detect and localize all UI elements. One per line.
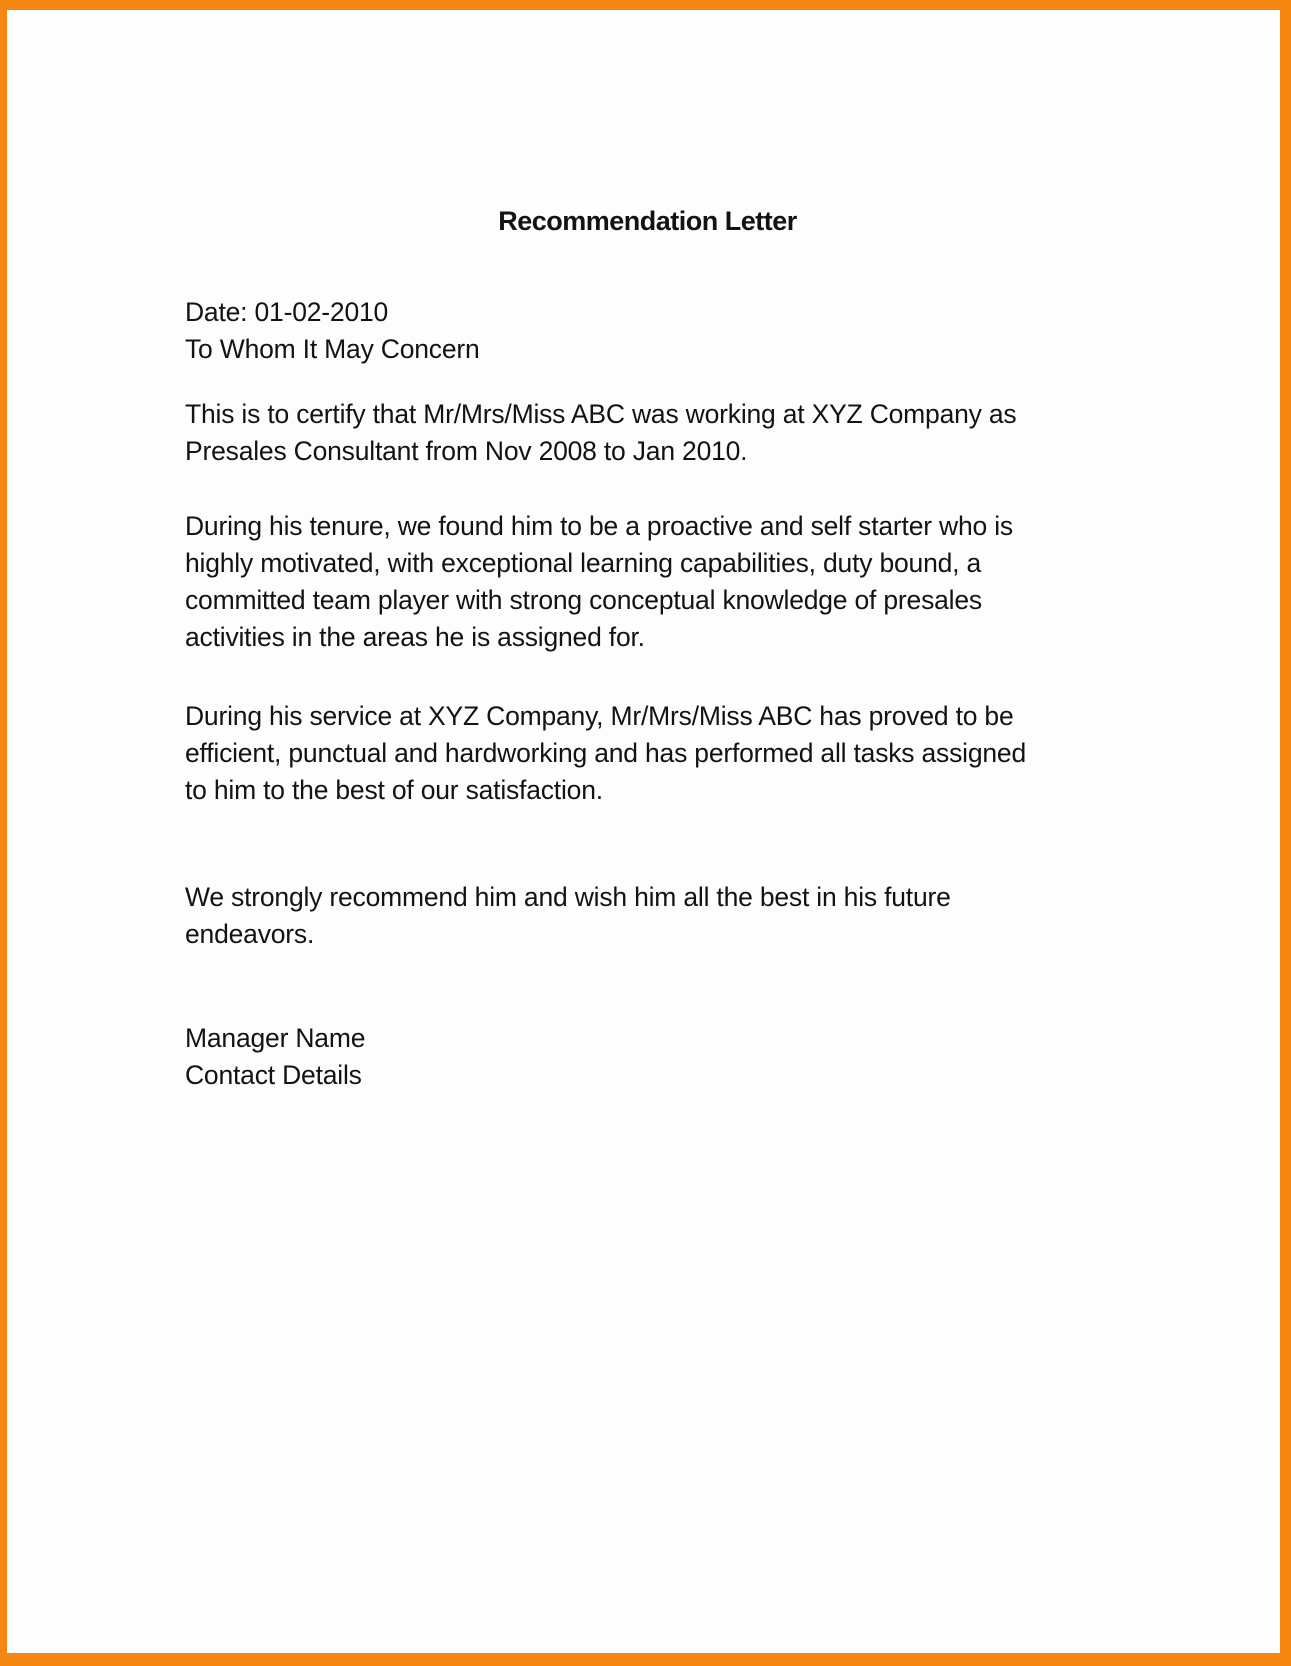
- signature-block: [185, 1020, 1110, 1094]
- letter-line: highly motivated, with exceptional learning capabilities, duty bound, a: [185, 548, 982, 578]
- letter-line: We strongly recommend him and wish him all the best in his future: [185, 882, 951, 912]
- salutation-line: To Whom It May Concern: [185, 334, 480, 364]
- paragraph-recommendation: [185, 879, 1110, 953]
- letter-line: activities in the areas he is assigned for.: [185, 622, 645, 652]
- letter-line: During his service at XYZ Company, Mr/Mrs/Miss ABC has proved to be: [185, 701, 1014, 731]
- signature-name-line: Manager Name: [185, 1023, 366, 1053]
- letter-line: to him to the best of our satisfaction.: [185, 775, 603, 805]
- paragraph-employment: [185, 396, 1110, 470]
- letter-line: efficient, punctual and hardworking and has performed all tasks assigned: [185, 738, 1026, 768]
- letter-page: [7, 204, 1280, 1666]
- letter-line: During his tenure, we found him to be a proactive and self starter who is: [185, 511, 1013, 541]
- paragraph-tenure: [185, 508, 1110, 656]
- signature-contact-line: Contact Details: [185, 1060, 362, 1090]
- paragraph-service: [185, 698, 1110, 809]
- date-line: Date: 01-02-2010: [185, 297, 389, 327]
- letter-line: Presales Consultant from Nov 2008 to Jan 2010.: [185, 436, 748, 466]
- letter-title: Recommendation Letter: [498, 206, 797, 236]
- letter-line: committed team player with strong conceptual knowledge of presales: [185, 585, 982, 615]
- letter-meta-block: [185, 294, 1110, 368]
- letter-line: endeavors.: [185, 919, 315, 949]
- letter-line: This is to certify that Mr/Mrs/Miss ABC was working at XYZ Company as: [185, 399, 1017, 429]
